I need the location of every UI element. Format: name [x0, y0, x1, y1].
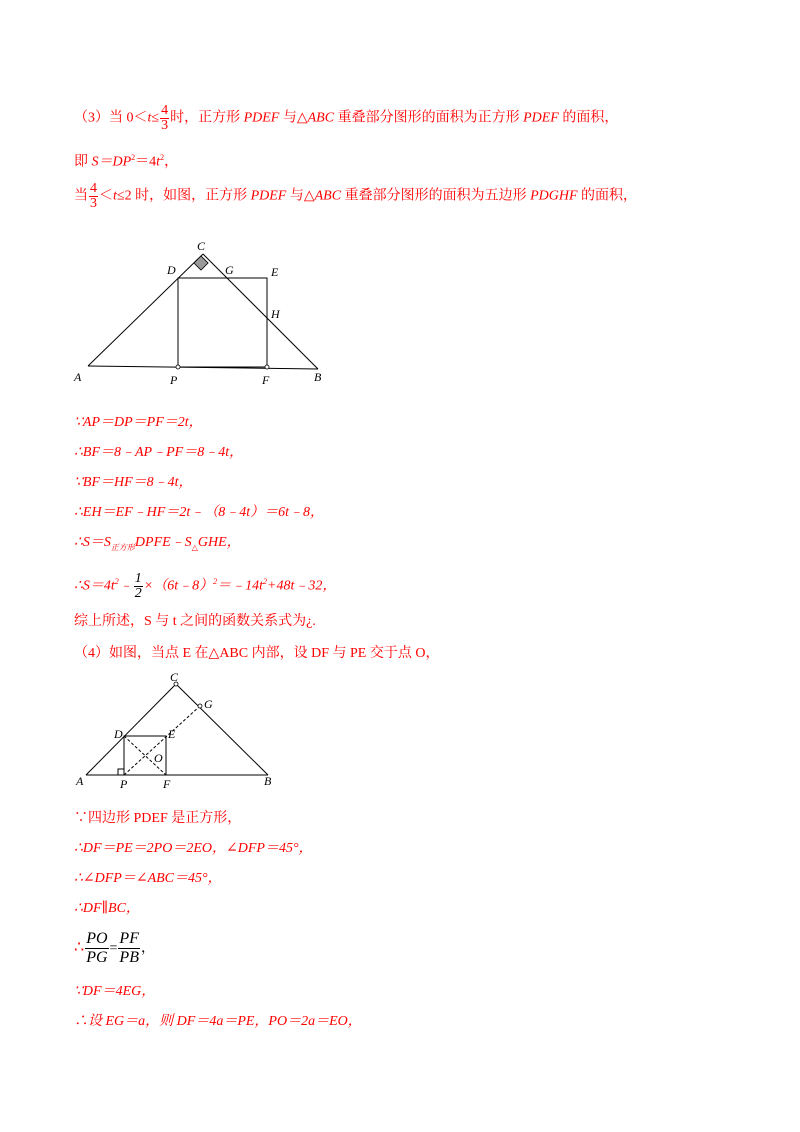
right-angle-mark: [194, 256, 208, 270]
reason-6: ∵DF＝4EG，: [74, 984, 156, 999]
step-3: ∵BF＝HF＝8﹣4t，: [74, 475, 193, 490]
part3-line2: 即 $S=DP^2=4t^2$，: [74, 153, 179, 170]
label-c: C: [170, 670, 179, 684]
label-e: E: [168, 727, 176, 741]
label-p: P: [120, 777, 128, 791]
right-angle-mark: [118, 769, 124, 775]
step-2: ∴BF＝8﹣AP﹣PF＝8﹣4t，: [74, 445, 244, 460]
label-f: F: [163, 777, 171, 791]
step-6: $\therefore S=4t^2﹣$ $\frac{1}{2}$ $\times(6t﹣8)^2=﹣14t^2+48t﹣32$，: [74, 571, 337, 601]
reason-7: ∴设 EG＝a，则 DF＝4a＝PE，PO＝2a＝EO，: [74, 1014, 362, 1029]
label-d: D: [167, 263, 176, 277]
fraction-pf-pb: $\frac{PF}{PB}$: [119, 930, 139, 967]
segment-cb: [176, 684, 268, 775]
label-d: D: [114, 727, 123, 741]
label-c: C: [197, 239, 206, 253]
label-a: A: [76, 774, 84, 788]
label-e: E: [271, 265, 279, 279]
label-o: O: [154, 751, 163, 765]
label-g: G: [225, 263, 234, 277]
part3-line3: 当 $\frac{4}{3}$ ＜t≤2 时，如图，正方形 PDEF 与△ABC 重叠部分图形的面积为五边形 PDGHF 的面积，: [74, 181, 638, 211]
part3-line1: （3）当 0＜t≤ $\frac{4}{3}$ 时，正方形 PDEF 与△ABC 重叠部分图形的面积为正方形 PDEF 的面积，: [74, 103, 619, 133]
fraction-po-pg: $\frac{PO}{PG}$: [86, 930, 108, 967]
label-b: B: [264, 774, 272, 788]
step-1: ∵AP＝DP＝PF＝2t，: [74, 415, 203, 430]
step-4: ∴EH＝EF﹣HF＝2t﹣（8﹣4t）＝6t﹣8，: [74, 505, 325, 520]
reason-4: ∴DF∥BC，: [74, 901, 140, 916]
square-pdef: [178, 278, 267, 367]
segment-cb: [203, 254, 318, 369]
label-a: A: [74, 370, 82, 384]
reason-3: ∴∠DFP＝∠ABC＝45°，: [74, 871, 222, 886]
part4-line1: （4）如图，当点 E 在△ABC 内部，设 DF 与 PE 交于点 O，: [74, 646, 440, 661]
label-b: B: [314, 370, 322, 384]
step-5: $\therefore S=S_{正方形}DPFE﹣S_\triangle GHE$，: [74, 535, 241, 552]
reason-2: ∴DF＝PE＝2PO＝2EO，∠DFP＝45°，: [74, 841, 313, 856]
label-p: P: [170, 373, 178, 387]
summary-line: 综上所述，S 与 t 之间的函数关系式为¿.: [74, 614, 316, 629]
label-g: G: [204, 697, 213, 711]
fraction-4-3: $\frac{4}{3}$: [161, 103, 169, 133]
figure-square-inside-triangle: [72, 670, 292, 794]
fraction-4-3: $\frac{4}{3}$: [90, 181, 97, 211]
segment-ac: [88, 254, 203, 366]
reason-1: ∵四边形 PDEF 是正方形，: [74, 811, 242, 826]
reason-5: ∴ $\frac{PO}{PG}$ = $\frac{PF}{PB}$ ，: [74, 930, 155, 967]
figure-pentagon-overlap: [70, 238, 340, 388]
label-f: F: [262, 373, 270, 387]
fraction-1-2: $\frac{1}{2}$: [134, 571, 142, 601]
label-h: H: [271, 307, 280, 321]
